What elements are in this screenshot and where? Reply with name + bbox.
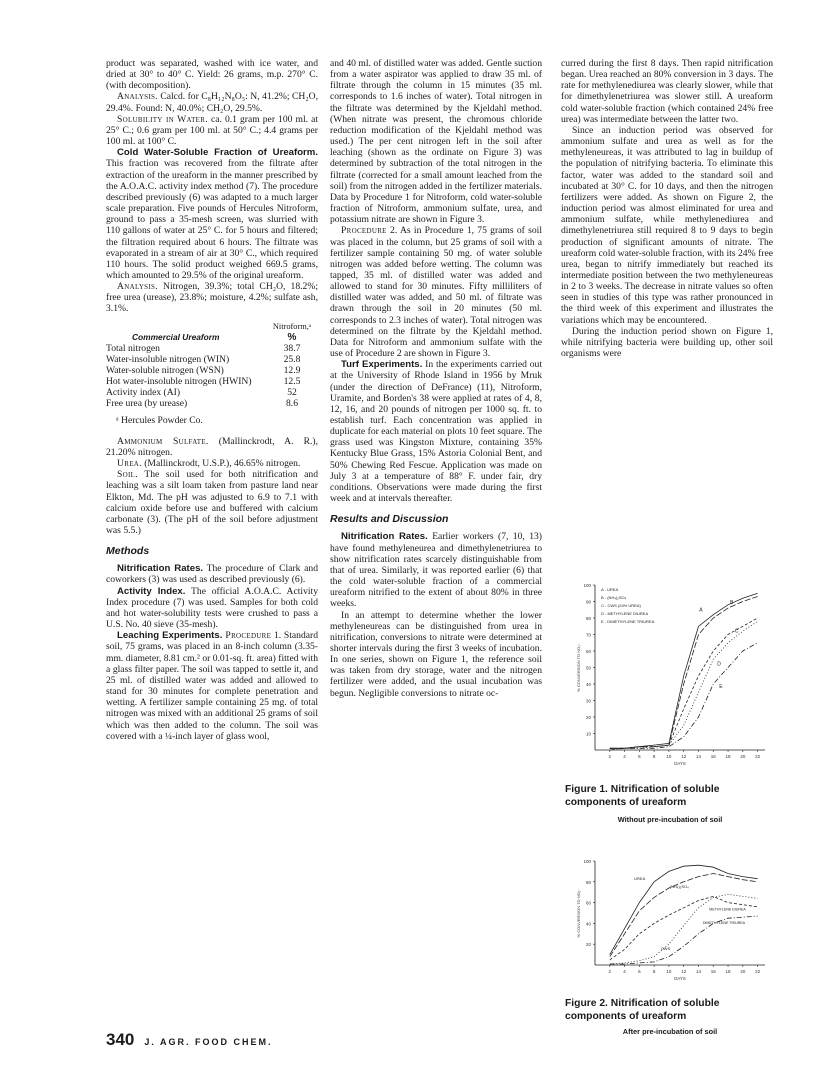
y-tick-label: 100 <box>583 583 591 588</box>
table-cell-label: Total nitrogen <box>106 342 160 354</box>
paragraph-text: (Mallinckrodt, A. R.), 21.20% nitrogen. <box>106 435 318 458</box>
paragraph-text: The procedure of Clark and coworkers (3) was used as described previously (6). <box>106 563 318 586</box>
curve-label: A <box>699 607 703 614</box>
figure-2-caption-text: Nitrification of soluble components of ureaform <box>565 998 720 1022</box>
figure-1 <box>565 575 775 824</box>
section-heading-results: Results and Discussion <box>330 513 449 526</box>
page-footer <box>106 1030 273 1050</box>
section-heading-methods: Methods <box>106 545 150 558</box>
paragraph-attempt: In an attempt to determine whether the lower methyleneureas can be distinguished from urea in nitrification, conversions to nitrate were determined at shorter intervals during the first 3 weeks of incubation. In one series, shown on Figure 1, the reference soil was taken from dry storage, water and the nitrogen fertilizer were added, and the usual incubation was begun. Negligible conversions to nitrate oc- <box>330 609 542 699</box>
x-tick-label: 16 <box>710 969 716 974</box>
column-middle <box>330 58 542 699</box>
legend-entry: C - CWS (24% UREA) <box>601 603 641 608</box>
table-cell-value: 12.5 <box>283 375 301 387</box>
figure-1-caption-text: Nitrification of soluble components of ureaform <box>565 784 720 808</box>
x-tick-label: 14 <box>695 969 701 974</box>
table-val-header <box>266 321 318 343</box>
paragraph-text: Calcd. for C₈H₁₂N₈O₅: N, 41.2%; CH₂O, 29.4%. Found: N, 40.0%; CH₂O, 29.5%. <box>106 91 318 114</box>
curve-label: DIMETHYLENE TRIUREA <box>702 921 746 926</box>
curve-label: B <box>730 600 734 607</box>
x-tick-label: 4 <box>623 969 626 974</box>
paragraph-analysis <box>106 91 318 113</box>
x-tick-label: 6 <box>638 754 641 759</box>
x-tick-label: 18 <box>725 754 731 759</box>
paragraph-text: 2. As in Procedure 1, 75 grams of soil was placed in the column, but 25 grams of soil with a fertilizer sample containing 50 mg. of water soluble nitrogen was added before wetting. The column was tapped, 35 ml. of distilled water was added and allowed to stand for 30 minutes. Fifty milliliters of distilled water was added, and 50 ml. of filtrate was drawn through the soil in 20 minutes (50 ml. corresponds to 2.3 inches of water). Total nitrogen was determined on the filtrate by the Kjeldahl method. Data for Nitroform and ammonium sulfate with the use of Procedure 2 are shown in Figure 3. <box>330 225 542 360</box>
y-tick-label: 60 <box>585 900 591 906</box>
x-tick-label: 14 <box>695 754 701 759</box>
y-tick-label: 40 <box>585 921 591 927</box>
paragraph-text: The soil used for both nitrification and leaching was a silt loam taken from pasture land near Elkton, Md. The pH was adjusted to 6.9 to 7.1 with calcium oxide before use and buffered with calcium carbonate (3). (The pH of the soil before adjustment was 5.5.) <box>106 469 318 536</box>
table-val-unit: % <box>287 331 297 343</box>
table-footnote: ᵃ Hercules Powder Co. <box>116 414 203 426</box>
series-line <box>610 896 758 959</box>
curve-label: C <box>734 628 739 635</box>
run-in-heading: Analysis. <box>117 91 158 103</box>
run-in-heading: Solubility in Water. <box>117 113 208 125</box>
table-row <box>106 376 318 387</box>
paragraph-analysis-2 <box>106 281 318 314</box>
x-tick-label: 10 <box>666 969 672 974</box>
x-axis-title: DAYS <box>674 761 686 766</box>
paragraph-rates <box>330 531 542 609</box>
legend-entry: A - UREA <box>601 587 619 592</box>
table-cell-label: Water-soluble nitrogen (WSN) <box>106 364 224 376</box>
series-line <box>610 643 758 750</box>
paragraph-during: During the induction period shown on Figure 1, while nitrifying bacteria were building up, other soil organisms were <box>561 325 773 360</box>
x-tick-label: 22 <box>755 754 761 759</box>
paragraph-text: (Mallinckrodt, U.S.P.), 46.65% nitrogen. <box>141 458 301 470</box>
paragraph-text: This fraction was recovered from the filtrate after extraction of the ureaform in the manner prescribed by the A.O.A.C. activity index method (7). The procedure described previously (6) was adapted to a much larger scale preparation. Five pounds of Hercules Nitroform, ground to pass a 35-mesh screen, was slurried with 110 gallons of water at 25° C. for 5 hours and filtered; the filtration required about 6 hours. The filtrate was evaporated in a stream of air at 30° C., which required 110 hours. The solid product weighed 669.5 grams, which amounted to 29.5% of the original ureaform. <box>106 158 318 281</box>
paragraph-ammonium <box>106 436 318 458</box>
legend-entry: B - (NH₄)₂SO₄ <box>601 595 627 600</box>
figure-2-caption-lead: Figure 2. <box>565 998 608 1009</box>
x-tick-label: 20 <box>740 754 746 759</box>
figure-2 <box>565 855 775 1036</box>
table-row <box>106 398 318 409</box>
table-cell-value: 52 <box>287 386 297 398</box>
run-in-heading: Nitrification Rates. <box>117 563 204 575</box>
table-cell-value: 12.9 <box>283 364 301 376</box>
x-tick-label: 6 <box>638 969 641 974</box>
legend-entry: E - DIMETHYLENE TRIUREA <box>601 619 655 624</box>
x-tick-label: 2 <box>608 754 612 759</box>
paragraph-continued: and 40 ml. of distilled water was added. Gentle suction from a water aspirator was applied to draw 35 ml. of filtrate through the column in 15 minutes (35 ml. corresponds to 1.6 inches of water). Total nitrogen in the filtrate was determined by the Kjeldahl method. (When nitrate was present, the chromous chloride reduction modification of the Kjeldahl method was used.) The per cent nitrogen left in the soil after leaching (shown as the ordinate on Figure 3) was determined by subtraction of the total nitrogen in the filtrate (corrected for a small amount leached from the soil) from the nitrogen added in the fertilizer materials. Data by Procedure 1 for Nitroform, cold water-soluble fraction of Nitroform, ammonium sulfate, urea, and potassium nitrate are shown in Figure 3. <box>330 58 542 226</box>
x-tick-label: 18 <box>725 969 731 974</box>
figure-1-subcaption: Without pre-incubation of soil <box>617 815 723 824</box>
paragraph-text: ca. 0.1 gram per 100 ml. at 25° C.; 0.6 gram per 100 ml. at 50° C.; 4.4 grams per 100 ml. at 100° C. <box>106 113 319 148</box>
run-in-heading: Urea. <box>117 458 142 470</box>
figure-2-caption <box>565 998 775 1023</box>
y-axis-title: % CONVERSION TO NO₃⁻ <box>576 888 581 938</box>
table-row <box>106 354 318 365</box>
x-tick-label: 20 <box>740 969 746 974</box>
table-val-header-label: Nitroform,ᵃ <box>272 321 312 331</box>
run-in-heading: Procedure <box>341 225 387 237</box>
x-axis-title: DAYS <box>674 976 686 981</box>
paragraph-text: Earlier workers (7, 10, 13) have found methyleneurea and dimethylenetriurea to show nitrification rates scarcely distinguishable from that of urea. Similarly, it was reported earlier (6) that the cold water-soluble fraction of a commercial ureaform nitrified to the extent of about 80% in three weeks. <box>330 531 542 610</box>
table-cell-label: Free urea (by urease) <box>106 397 188 409</box>
paragraph-soil <box>106 469 318 536</box>
paragraph-since: Since an induction period was observed for ammonium sulfate and urea as well as for the methyleneureas, it was attributed to lag in buildup of the population of nitrifying bacteria. To eliminate this factor, water was added to the standard soil and incubated at 30° C. for 10 days, and then the nitrogen fertilizers were added. As shown on Figure 2, the induction period was almost eliminated for urea and ammonium sulfate, while methylenediurea and dimethylenetriurea still required 8 to 9 days to begin production of significant amounts of nitrate. The ureaform cold water-soluble fraction, with its 24% free urea, began to nitrify immediately but reached its intermediate position between the two methyleneureas in 2 to 3 weeks. The decrease in nitrate values so often seen in studies of this type was rather pronounced in the third week of this experiment and illustrates the variations which may be encountered. <box>561 124 773 326</box>
paragraph-procedure-2 <box>330 225 542 359</box>
y-tick-label: 20 <box>585 715 591 720</box>
figure-1-caption-lead: Figure 1. <box>565 784 608 795</box>
table-header-row <box>106 321 318 343</box>
ureaform-table <box>106 321 318 409</box>
paragraph-cold-water <box>106 147 318 281</box>
x-tick-label: 22 <box>755 969 761 974</box>
paragraph-continued: curred during the first 8 days. Then rapid nitrification began. Urea reached an 80% conversion in 3 days. The rate for methylenediurea was clearly slower, while that for dimethylenetriurea was slower still. A ureaform cold water-soluble fraction (which contained 24% free urea) was intermediate between the latter two. <box>561 58 773 125</box>
legend-entry: D - METHYLENE DIUREA <box>601 611 649 616</box>
table-caption: Commercial Ureaform <box>132 331 220 342</box>
curve-label: D <box>717 661 721 668</box>
y-tick-label: 20 <box>585 942 591 948</box>
curve-label: E <box>719 684 723 690</box>
run-in-heading: Cold Water-Soluble Fraction of Ureaform. <box>117 147 318 159</box>
curve-label: CWS <box>660 946 671 952</box>
x-tick-label: 10 <box>666 754 672 759</box>
curve-label: (NH₄)₂SO₄ <box>669 883 689 889</box>
y-tick-label: 60 <box>585 649 591 654</box>
paragraph-text: The official A.O.A.C. Activity Index procedure (7) was used. Samples for both cold and hot water-solubility tests were crushed to pass a U.S. No. 40 sieve (35-mesh). <box>106 585 318 631</box>
paragraph-text: 1. Standard soil, 75 grams, was placed in an 8-inch column (3.35-mm. diameter, 8.81 cm.² or 0.01-sq. ft. area) fitted with a glass filter paper. The soil was tapped to settle it, and 25 ml. of distilled water was added and allowed to stand for 30 minutes for complete penetration and wetting. A fertilizer sample containing 25 mg. of total nitrogen was mixed with an additional 25 grams of soil which was then added to the column. The soil was covered with a ¼-inch layer of glass wool, <box>106 630 318 742</box>
table-cell-value: 25.8 <box>283 353 301 365</box>
table-row <box>106 387 318 398</box>
run-in-heading: Soil. <box>117 469 138 481</box>
paragraph-turf <box>330 359 542 504</box>
y-tick-label: 80 <box>585 616 591 621</box>
page-number: 340 <box>106 1030 135 1049</box>
y-tick-label: 30 <box>585 698 591 704</box>
table-row <box>106 365 318 376</box>
x-tick-label: 8 <box>652 754 656 759</box>
run-in-heading: Analysis. <box>117 281 158 293</box>
paragraph-text: Nitrogen, 39.3%; total CH₂O, 18.2%; free urea (urease), 23.8%; moisture, 4.2%; sulfate ash, 3.1%. <box>106 281 318 315</box>
run-in-heading: Turf Experiments. <box>341 359 423 371</box>
column-left <box>106 58 318 742</box>
run-in-heading: Activity Index. <box>117 585 186 597</box>
journal-name: J. AGR. FOOD CHEM. <box>144 1037 273 1047</box>
figure-1-chart <box>565 575 775 775</box>
run-in-heading: Leaching Experiments. <box>117 630 223 642</box>
y-tick-label: 70 <box>585 632 591 638</box>
table-cell-label: Activity index (AI) <box>106 386 181 398</box>
paragraph-nitrification <box>106 563 318 585</box>
column-right <box>561 58 773 359</box>
figure-2-subcaption: After pre-incubation of soil <box>622 1027 718 1036</box>
paragraph-urea <box>106 458 318 469</box>
table-cell-label: Water-insoluble nitrogen (WIN) <box>106 353 230 365</box>
run-in-heading: Ammonium Sulfate. <box>117 435 209 447</box>
paragraph-solubility <box>106 114 318 147</box>
run-in-heading: Procedure <box>222 630 272 642</box>
table-col-header <box>106 321 266 343</box>
curve-label: UREA <box>634 875 646 881</box>
y-axis-title: % CONVERSION TO NO₃⁻ <box>576 643 581 692</box>
figure-1-caption <box>565 784 775 809</box>
x-tick-label: 4 <box>623 754 626 759</box>
table-row <box>106 343 318 354</box>
paragraph-leaching <box>106 630 318 742</box>
y-tick-label: 100 <box>583 859 591 864</box>
y-tick-label: 40 <box>585 682 591 687</box>
x-tick-label: 2 <box>608 969 612 974</box>
y-tick-label: 10 <box>585 731 591 737</box>
table-cell-value: 8.6 <box>286 397 298 409</box>
curve-label: METHYLENE DIUREA <box>709 907 746 912</box>
y-tick-label: 90 <box>585 599 591 605</box>
paragraph-text: In the experiments carried out at the University of Rhode Island in 1956 by Mruk (under the direction of DeFrance) (11), Nitroform, Uramite, and Borden's 38 were applied at rates of 4, 8, 12, 16, and 20 pounds of nitrogen per 1000 sq. ft. to establish turf. Each concentration was applied in duplicate for each material on plots 10 feet square. The grass used was Kingston Mixture, containing 35% Kentucky Blue Grass, 15% Astoria Colonial Bent, and 50% Chewing Red Fescue. Application was made on July 3 at a temperature of 88° F. under fair, dry conditions. Observations were made during the first week and at intervals thereafter. <box>330 359 542 505</box>
x-tick-label: 16 <box>710 754 716 759</box>
x-tick-label: 12 <box>681 969 687 974</box>
series-line <box>610 894 758 964</box>
paragraph-intro: product was separated, washed with ice water, and dried at 30° to 40° C. Yield: 26 grams, m.p. 270° C. (with decomposition). <box>106 58 318 92</box>
y-tick-label: 80 <box>585 879 591 885</box>
y-tick-label: 50 <box>585 665 591 671</box>
table-cell-value: 38.7 <box>283 342 301 354</box>
figure-2-chart <box>565 855 775 990</box>
x-tick-label: 8 <box>652 969 656 974</box>
x-tick-label: 12 <box>681 754 687 759</box>
paragraph-activity <box>106 586 318 631</box>
table-cell-label: Hot water-insoluble nitrogen (HWIN) <box>106 375 252 387</box>
run-in-heading: Nitrification Rates. <box>341 531 428 543</box>
